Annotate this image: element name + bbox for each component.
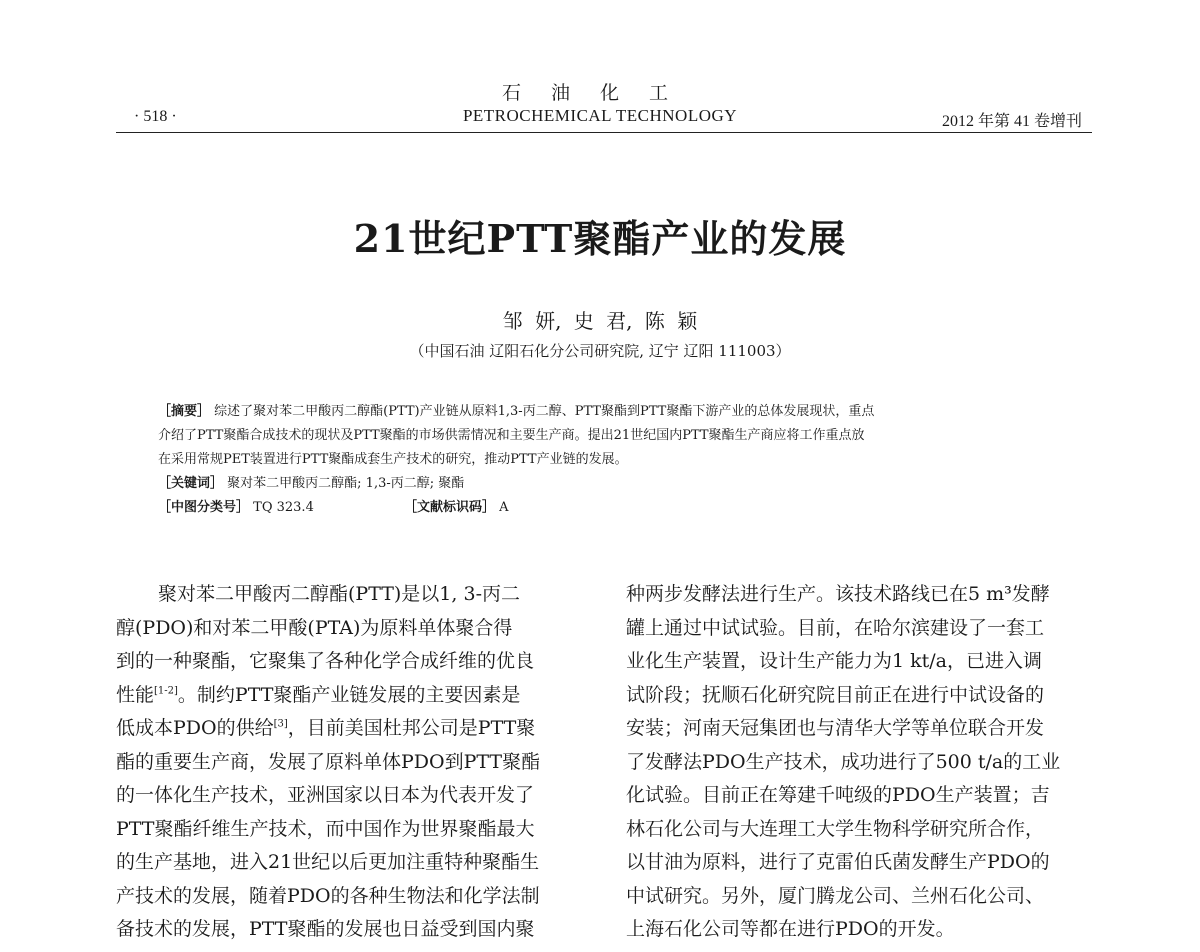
doc-code-label: ［文献标识码］ xyxy=(403,500,495,515)
body-line: 的生产基地，进入21世纪以后更加注重特种聚酯生 xyxy=(116,851,540,873)
citation: [1-2] xyxy=(154,685,178,697)
body-line: 到的一种聚酯，它聚集了各种化学合成纤维的优良 xyxy=(116,650,535,672)
body-text: 低成本PDO的供给 xyxy=(116,717,274,739)
body-line: 以甘油为原料，进行了克雷伯氏菌发酵生产PDO的 xyxy=(626,851,1050,873)
article-title: 21世纪PTT聚酯产业的发展 xyxy=(353,216,847,261)
body-line: 醇(PDO)和对苯二甲酸(PTA)为原料单体聚合得 xyxy=(116,616,513,639)
abstract-text: 在采用常规PET装置进行PTT聚酯成套生产技术的研究，推动PTT产业链的发展。 xyxy=(158,452,628,467)
keywords-text: 聚对苯二甲酸丙二醇酯; 1,3-丙二醇; 聚酯 xyxy=(227,476,465,491)
body-line: 产技术的发展，随着PDO的各种生物法和化学法制 xyxy=(116,884,540,907)
classification-code: TQ 323.4 xyxy=(253,500,314,515)
doc-code: A xyxy=(499,500,509,515)
abstract-line xyxy=(158,448,1058,472)
page-number: · 518 · xyxy=(134,108,177,125)
body-line: 备技术的发展，PTT聚酯的发展也日益受到国内聚 xyxy=(116,918,535,940)
abstract-text: 介绍了PTT聚酯合成技术的现状及PTT聚酯的市场供需情况和主要生产商。提出21世纪国内PTT聚酯生产商应将工作重点放 xyxy=(158,428,865,443)
body-line: 安装；河南天冠集团也与清华大学等单位联合开发 xyxy=(626,717,1045,739)
body-line: 试阶段；抚顺石化研究院目前正在进行中试设备的 xyxy=(626,683,1045,706)
body-line: 种两步发酵法进行生产。该技术路线已在5 m³发酵 xyxy=(626,583,1050,605)
journal-title-cn: 石油化工 xyxy=(501,82,698,104)
body-text: ，目前美国杜邦公司是PTT聚 xyxy=(287,717,536,739)
keywords-line xyxy=(158,472,1058,496)
body-line: 的一体化生产技术，亚洲国家以日本为代表开发了 xyxy=(116,784,535,806)
citation: [3] xyxy=(273,718,288,730)
abstract-line xyxy=(158,424,1058,448)
author-affiliation: （中国石油 辽阳石化分公司研究院, 辽宁 辽阳 111003） xyxy=(409,342,791,360)
body-line: 上海石化公司等都在进行PDO的开发。 xyxy=(626,918,955,940)
classification-line xyxy=(158,496,1058,520)
body-text: 性能 xyxy=(116,683,155,706)
abstract-label: ［摘要］ xyxy=(158,404,211,419)
abstract-text: 综述了聚对苯二甲酸丙二醇酯(PTT)产业链从原料1,3-丙二醇、PTT聚酯到PTT聚酯下游产业的总体发展现状，重点 xyxy=(214,404,875,419)
body-line: 化试验。目前正在筹建千吨级的PDO生产装置；吉 xyxy=(626,784,1050,806)
abstract-line xyxy=(158,400,1058,424)
article-authors: 邹 妍, 史 君, 陈 颖 xyxy=(502,309,698,333)
body-line: 聚对苯二甲酸丙二醇酯(PTT)是以1, 3-丙二 xyxy=(158,583,520,605)
body-line: 罐上通过中试试验。目前，在哈尔滨建设了一套工 xyxy=(626,616,1045,639)
body-line: 了发酵法PDO生产技术，成功进行了500 t/a的工业 xyxy=(626,750,1061,773)
issue-info: 2012 年第 41 卷增刊 xyxy=(941,113,1082,130)
keywords-label: ［关键词］ xyxy=(158,476,224,491)
classification-label: ［中图分类号］ xyxy=(158,500,250,515)
body-line: 林石化公司与大连理工大学生物科学研究所合作， xyxy=(626,817,1045,840)
body-line xyxy=(116,712,586,746)
abstract-block xyxy=(158,400,1058,520)
body-line: 酯的重要生产商，发展了原料单体PDO到PTT聚酯 xyxy=(116,750,541,773)
header-rule xyxy=(116,132,1092,133)
body-line xyxy=(116,679,586,713)
body-line: 中试研究。另外，厦门腾龙公司、兰州石化公司、 xyxy=(626,884,1045,907)
journal-title-en: PETROCHEMICAL TECHNOLOGY xyxy=(462,106,738,125)
body-column-left xyxy=(116,578,586,947)
body-text: 。制约PTT聚酯产业链发展的主要因素是 xyxy=(177,683,521,706)
body-column-right xyxy=(626,578,1096,947)
body-line: PTT聚酯纤维生产技术，而中国作为世界聚酯最大 xyxy=(116,817,535,840)
body-line: 业化生产装置，设计生产能力为1 kt/a，已进入调 xyxy=(626,650,1043,672)
